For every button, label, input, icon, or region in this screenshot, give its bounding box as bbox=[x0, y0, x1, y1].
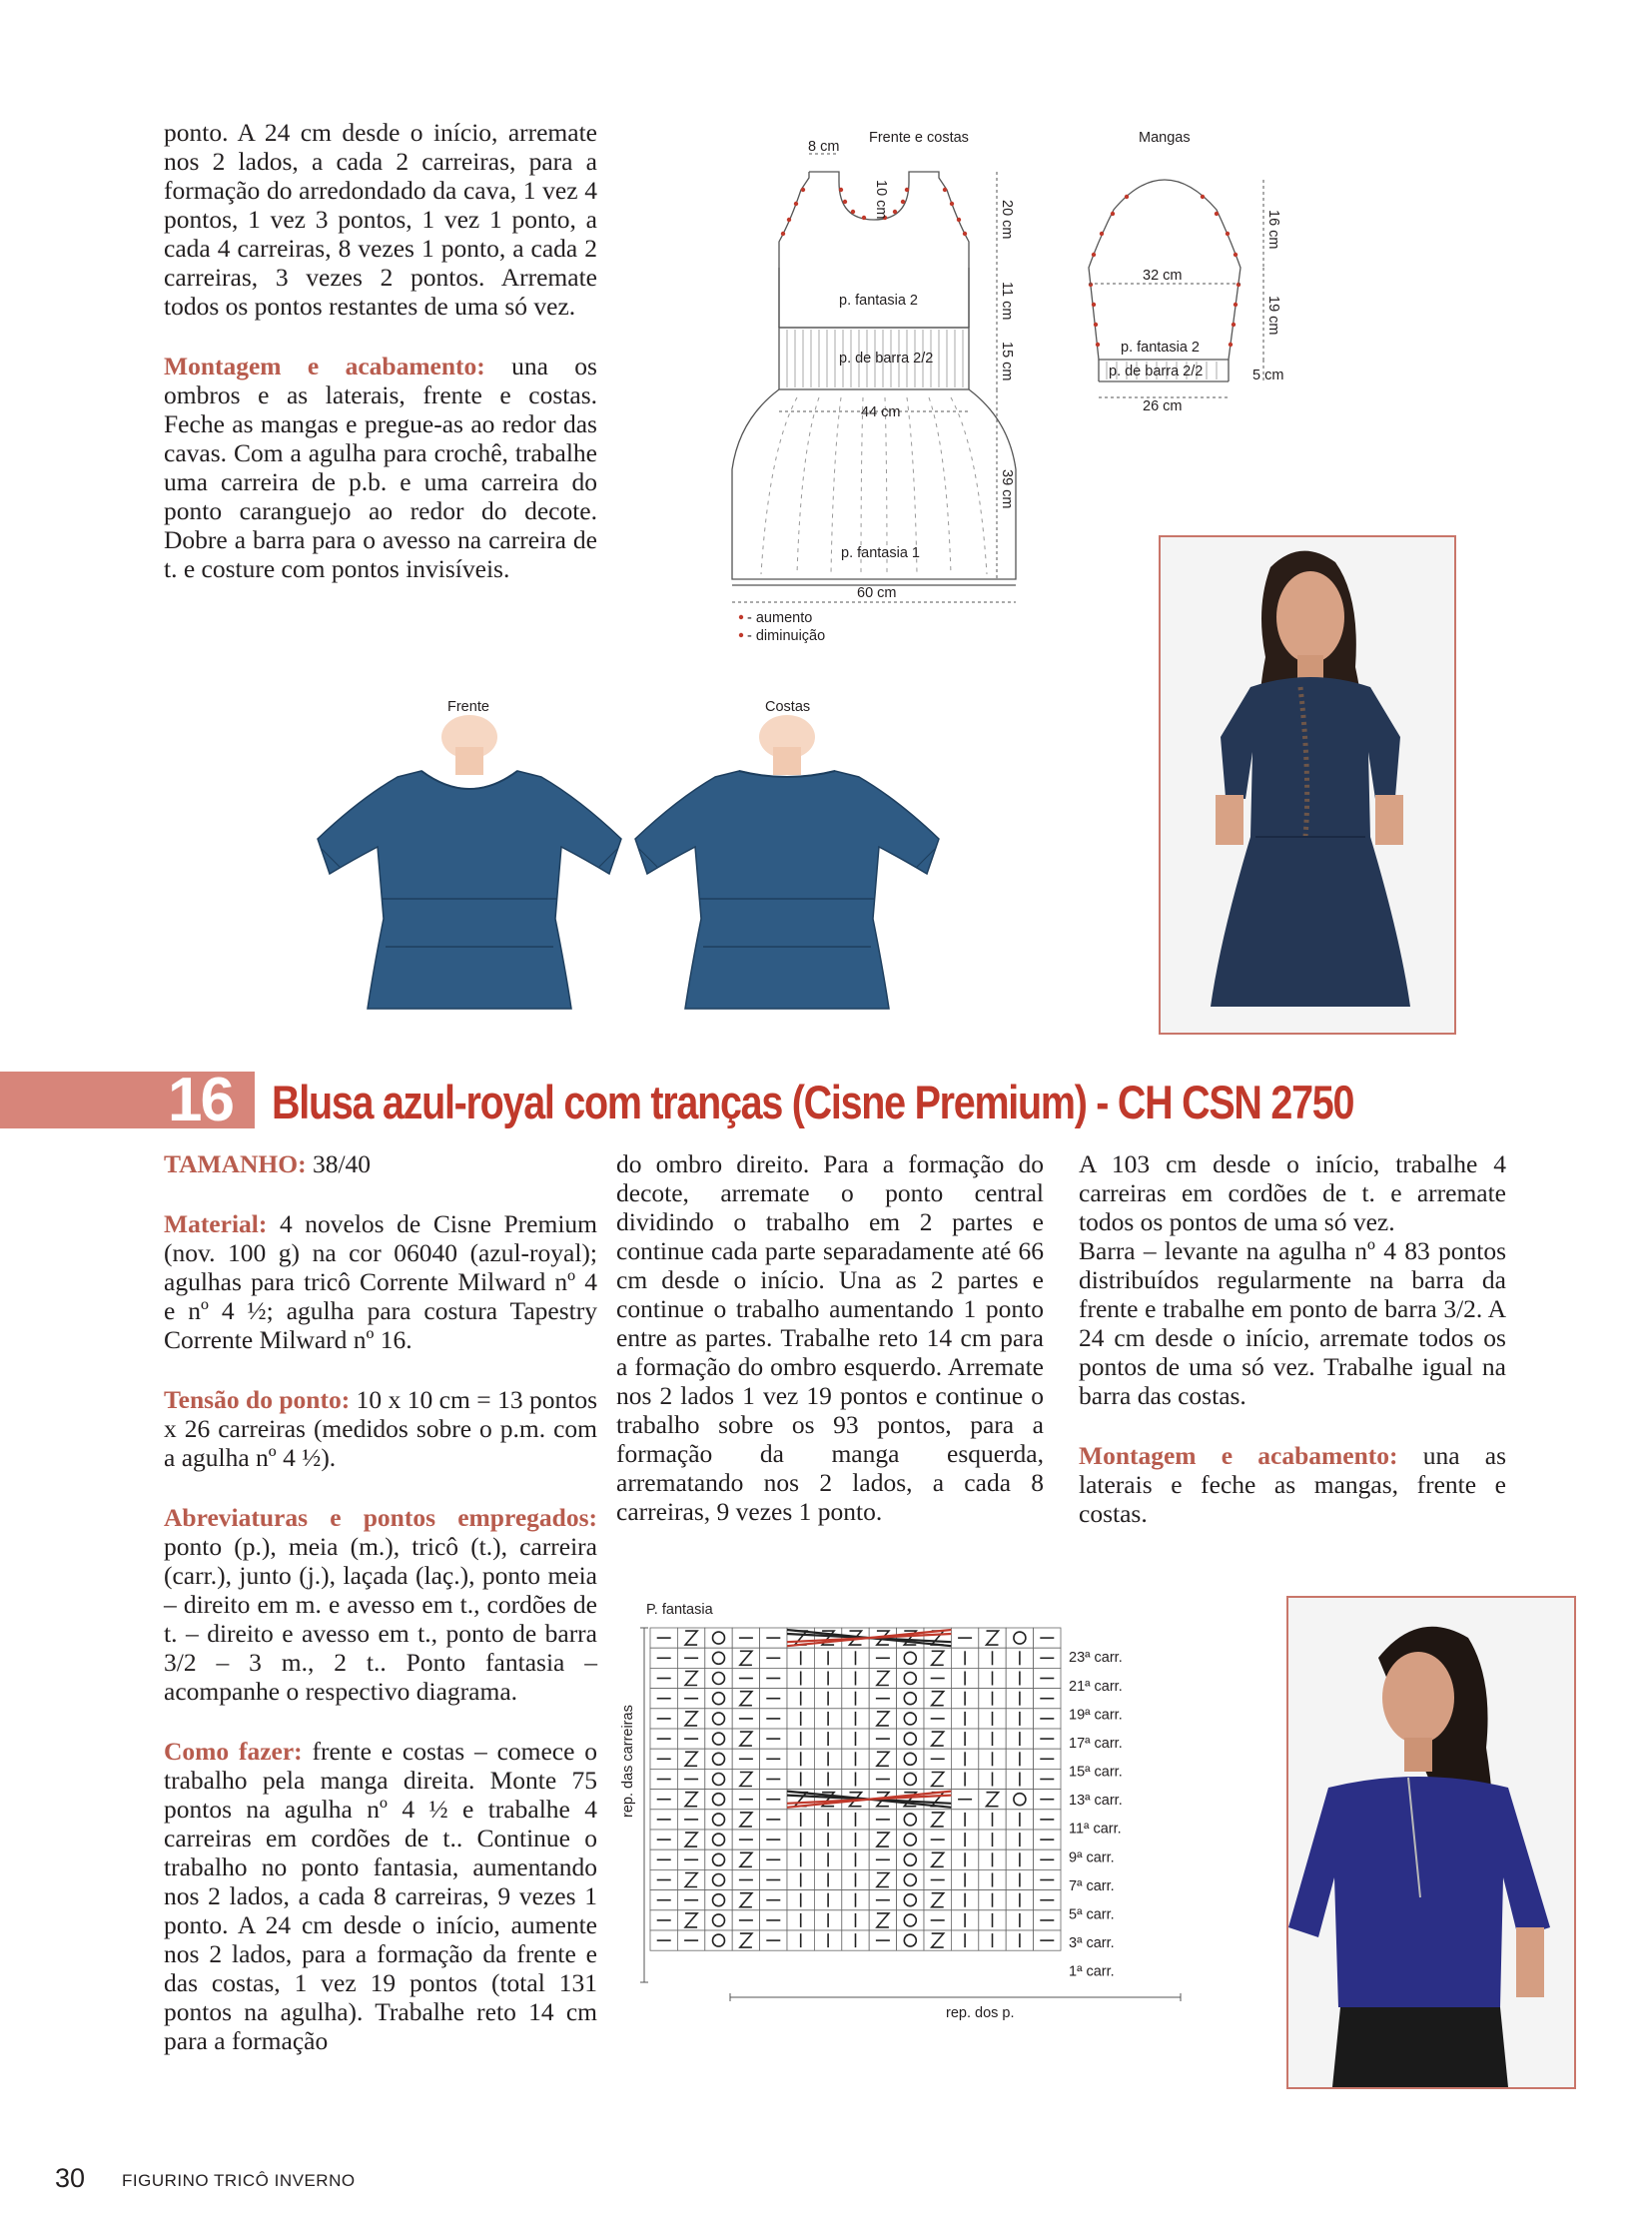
abreviaturas-heading: Abreviaturas e pontos empregados: bbox=[164, 1503, 597, 1532]
chart-cell bbox=[897, 1729, 924, 1749]
top-text-column bbox=[164, 118, 597, 583]
garment-back-label: Costas bbox=[765, 699, 811, 715]
photo-dress-model bbox=[1159, 535, 1456, 1035]
chart-row-label: 11ª carr. bbox=[1069, 1821, 1122, 1838]
abreviaturas-paragraph: Abreviaturas e pontos empregados: ponto (p.), meia (m.), tricô (t.), carreira (carr.), junto (j.), laçada (laç.), ponto meia – direito em m. e avesso em t., cordões de t. – direito e avesso em t., ponto de barra 3/2 – 3 m., 2 t.. Ponto fantasia – acompanhe o respectivo diagrama. bbox=[164, 1503, 597, 1706]
montagem-heading: Montagem e acabamento: bbox=[164, 352, 485, 380]
chart-cell bbox=[897, 1668, 924, 1688]
legend-increase: - aumento bbox=[747, 610, 813, 626]
garment-back bbox=[635, 715, 939, 1009]
dim-60cm: 60 cm bbox=[857, 585, 897, 601]
column-1 bbox=[164, 1149, 597, 2055]
chart-row-label: 21ª carr. bbox=[1069, 1678, 1123, 1695]
garment-front-label: Frente bbox=[447, 699, 489, 715]
dim-20cm: 20 cm bbox=[999, 200, 1015, 240]
schematic-legend bbox=[739, 610, 825, 644]
body-dimensions bbox=[732, 154, 1016, 602]
legend-increase-dot bbox=[739, 615, 743, 619]
chart-col-repeat-label: rep. dos p. bbox=[946, 2005, 1015, 2021]
sleeve-label-barra: p. de barra 2/2 bbox=[1109, 364, 1204, 379]
dim-44cm: 44 cm bbox=[861, 404, 901, 420]
section-title: Blusa azul-royal com tranças (Cisne Premium) - CH CSN 2750 bbox=[272, 1076, 1354, 1128]
label-fantasia-2: p. fantasia 2 bbox=[839, 293, 918, 309]
chart-cell bbox=[897, 1648, 924, 1668]
chart-row-label: 19ª carr. bbox=[1069, 1707, 1123, 1724]
chart-cell bbox=[705, 1790, 732, 1810]
tamanho-value: 38/40 bbox=[306, 1149, 372, 1178]
chart-cell bbox=[897, 1689, 924, 1709]
chart-cell bbox=[705, 1689, 732, 1709]
photo-blouse-model bbox=[1286, 1596, 1576, 2089]
sleeve-label-fantasia: p. fantasia 2 bbox=[1121, 340, 1200, 356]
label-fantasia-1: p. fantasia 1 bbox=[841, 545, 920, 561]
montagem-heading-2: Montagem e acabamento: bbox=[1079, 1441, 1398, 1470]
chart-cell bbox=[705, 1668, 732, 1688]
page-number: 30 bbox=[55, 2163, 86, 2193]
body-outline bbox=[732, 172, 1016, 585]
tensao-heading: Tensão do ponto: bbox=[164, 1385, 351, 1414]
instructions-continued: ponto. A 24 cm desde o início, arremate nos 2 lados, a cada 2 carreiras, para a formação do arredondado da cava, 1 vez 4 pontos, 1 vez 3 pontos, 1 vez 1 ponto, a cada 4 carreiras, 8 vezes 1 ponto, a cada 2 carreiras, 3 vezes 2 pontos. Arremate todos os pontos restantes de uma só vez. bbox=[164, 118, 597, 321]
section-number: 16 bbox=[168, 1066, 233, 1134]
tamanho-paragraph bbox=[164, 1149, 597, 1178]
chart-grid bbox=[650, 1628, 1061, 1950]
front-dress-shape bbox=[318, 771, 621, 1009]
column-3 bbox=[1079, 1149, 1506, 1528]
chart-cell bbox=[897, 1890, 924, 1910]
chart-cell bbox=[705, 1910, 732, 1930]
chart-cell bbox=[1006, 1790, 1033, 1810]
tensao-paragraph: Tensão do ponto: 10 x 10 cm = 13 pontos x 26 carreiras (medidos sobre o p.m. com a agulha nº 4 ½). bbox=[164, 1385, 598, 1472]
dim-16cm: 16 cm bbox=[1265, 210, 1281, 250]
dim-26cm: 26 cm bbox=[1143, 398, 1183, 414]
schematic-title-body: Frente e costas bbox=[869, 130, 969, 146]
chart-row-label: 7ª carr. bbox=[1069, 1877, 1115, 1894]
chart-cell bbox=[705, 1869, 732, 1889]
legend-decrease-dot bbox=[739, 633, 743, 637]
chart-cell bbox=[705, 1749, 732, 1769]
chart-row-label: 13ª carr. bbox=[1069, 1793, 1123, 1810]
column-3-montagem: Montagem e acabamento: una as laterais e feche as mangas, frente e costas. bbox=[1079, 1441, 1506, 1528]
chart-cell bbox=[897, 1749, 924, 1769]
chart-cell bbox=[705, 1648, 732, 1668]
dim-15cm: 15 cm bbox=[999, 342, 1015, 381]
dim-8cm: 8 cm bbox=[808, 139, 840, 155]
chart-cell bbox=[897, 1830, 924, 1849]
chart-cell bbox=[1006, 1628, 1033, 1648]
como-fazer-heading: Como fazer: bbox=[164, 1737, 303, 1766]
garment-front bbox=[318, 715, 621, 1009]
column-2 bbox=[616, 1149, 1044, 1526]
chart-cell bbox=[705, 1830, 732, 1849]
chart-cell bbox=[897, 1849, 924, 1869]
label-barra: p. de barra 2/2 bbox=[839, 351, 934, 367]
dim-19cm: 19 cm bbox=[1265, 296, 1281, 336]
chart-title: P. fantasia bbox=[646, 1602, 713, 1618]
dim-11cm: 11 cm bbox=[999, 282, 1015, 321]
chart-row-labels bbox=[1069, 1650, 1123, 1979]
legend-decrease: - diminuição bbox=[747, 628, 826, 644]
schematic-title-sleeve: Mangas bbox=[1139, 130, 1191, 146]
dim-39cm: 39 cm bbox=[999, 469, 1015, 509]
dim-5cm: 5 cm bbox=[1252, 368, 1284, 383]
chart-row-label: 23ª carr. bbox=[1069, 1650, 1123, 1667]
montagem-paragraph: Montagem e acabamento: una os ombros e as laterais, frente e costas. Feche as mangas e pregue-as ao redor das cavas. Com a agulha para crochê, trabalhe uma carreira de p.b. e uma carreira do ponto caranguejo ao redor do decote. Dobre a barra para o avesso na carreira de t. e costure com pontos invisíveis. bbox=[164, 352, 597, 583]
chart-row-label: 1ª carr. bbox=[1069, 1963, 1115, 1980]
chart-cell bbox=[705, 1628, 732, 1648]
chart-cell bbox=[897, 1930, 924, 1950]
material-paragraph: Material: 4 novelos de Cisne Premium (nov. 100 g) na cor 06040 (azul-royal); agulhas para tricô Corrente Milward nº 4 e nº 4 ½; agulha para costura Tapestry Corrente Milward nº 16. bbox=[164, 1209, 597, 1354]
chart-cell bbox=[897, 1709, 924, 1729]
chart-cell bbox=[705, 1709, 732, 1729]
column-3-para-2: Barra – levante na agulha nº 4 83 pontos distribuídos regularmente na barra da frente e trabalhe em ponto de barra 3/2. A 24 cm desde o início, arremate todos os pontos de uma só vez. Trabalhe igual na barra das costas. bbox=[1079, 1236, 1506, 1410]
back-dress-shape bbox=[635, 771, 939, 1009]
chart-cell bbox=[897, 1810, 924, 1830]
garment-illustrations bbox=[310, 689, 949, 1029]
column-2-text: do ombro direito. Para a formação do decote, arremate o ponto central dividindo o trabalho em 2 partes e continue cada parte separadamente até 66 cm desde o início. Una as 2 partes e continue o trabalho aumentando 1 ponto entre as partes. Trabalhe reto 14 cm para a formação do ombro esquerdo. Arremate nos 2 lados 1 vez 19 pontos e continue o trabalho sobre os 93 pontos, para a formação da manga esquerda, arrematando nos 2 lados, a cada 8 carreiras, 9 vezes 1 ponto. bbox=[616, 1149, 1044, 1526]
chart-cell bbox=[897, 1869, 924, 1889]
dress-model-illustration bbox=[1161, 537, 1454, 1033]
chart-row-label: 17ª carr. bbox=[1069, 1735, 1123, 1752]
chart-cell bbox=[897, 1910, 924, 1930]
chart-cell bbox=[705, 1729, 732, 1749]
chart-row-repeat-label: rep. das carreiras bbox=[620, 1705, 636, 1818]
tamanho-heading: TAMANHO: bbox=[164, 1149, 307, 1178]
dim-10cm: 10 cm bbox=[873, 180, 889, 220]
chart-cell bbox=[705, 1890, 732, 1910]
chart-cell bbox=[705, 1769, 732, 1789]
chart-row-label: 5ª carr. bbox=[1069, 1906, 1115, 1923]
chart-cell bbox=[897, 1769, 924, 1789]
chart-row-label: 3ª carr. bbox=[1069, 1935, 1115, 1952]
chart-cell bbox=[705, 1849, 732, 1869]
dim-32cm: 32 cm bbox=[1143, 268, 1183, 284]
chart-row-label: 9ª carr. bbox=[1069, 1849, 1115, 1866]
chart-row-label: 15ª carr. bbox=[1069, 1764, 1123, 1781]
magazine-name: FIGURINO TRICÔ INVERNO bbox=[122, 2171, 356, 2190]
como-fazer-paragraph: Como fazer: frente e costas – comece o trabalho pela manga direita. Monte 75 pontos na agulha nº 4 ½ e trabalhe 4 carreiras em cordões de t.. Continue o trabalho no ponto fantasia, aumentando nos 2 lados, a cada 8 carreiras, 9 vezes 1 ponto. A 24 cm desde o início, aumente nos 2 lados, para a formação da frente e das costas, 1 vez 19 pontos (total 131 pontos na agulha). Trabalhe reto 14 cm para a formação bbox=[164, 1737, 597, 2055]
chart-cell bbox=[705, 1930, 732, 1950]
blouse-model-illustration bbox=[1288, 1598, 1574, 2087]
column-3-para-1: A 103 cm desde o início, trabalhe 4 carreiras em cordões de t. e arremate todos os pontos de uma só vez. bbox=[1079, 1149, 1506, 1236]
material-heading: Material: bbox=[164, 1209, 268, 1238]
stitch-chart bbox=[614, 1598, 1253, 2027]
chart-cell bbox=[705, 1810, 732, 1830]
